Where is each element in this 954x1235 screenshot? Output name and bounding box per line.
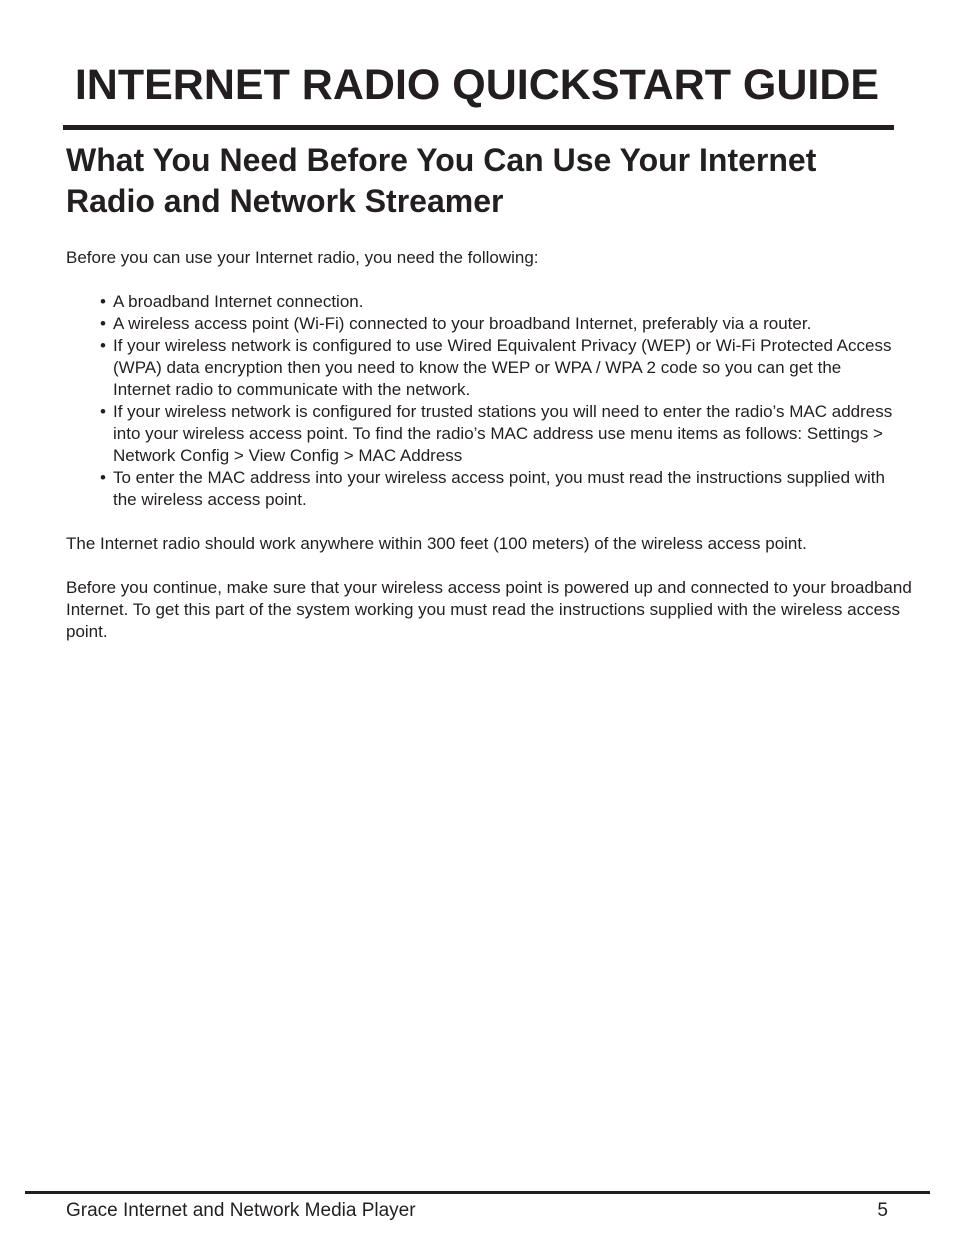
- continue-paragraph: Before you continue, make sure that your wireless access point is powered up and connected to your broadband Internet. To get this part of the system working you must read the instructions supplied with the wireless access point.: [66, 578, 912, 641]
- bullet-icon: •: [100, 336, 106, 355]
- list-item: [100, 291, 900, 313]
- bullet-icon: •: [100, 292, 106, 311]
- intro-paragraph: Before you can use your Internet radio, you need the following:: [66, 248, 539, 267]
- section-heading: What You Need Before You Can Use Your Internet Radio and Network Streamer: [66, 142, 817, 219]
- list-item: [100, 467, 900, 511]
- bullet-icon: •: [100, 402, 106, 421]
- page-title: INTERNET RADIO QUICKSTART GUIDE: [74, 61, 880, 109]
- list-item: [100, 335, 900, 401]
- range-paragraph: The Internet radio should work anywhere within 300 feet (100 meters) of the wireless access point.: [66, 534, 807, 553]
- list-item-text: A broadband Internet connection.: [113, 292, 364, 311]
- footer-title: Grace Internet and Network Media Player: [66, 1200, 416, 1221]
- requirements-list: [100, 291, 900, 511]
- list-item: [100, 313, 900, 335]
- list-item: [100, 401, 900, 467]
- list-item-text: If your wireless network is configured to use Wired Equivalent Privacy (WEP) or Wi-Fi Protected Access (WPA) data encryption then you need to know the WEP or WPA / WPA 2 code so you can get the Internet radio to communicate with the network.: [113, 336, 892, 399]
- title-divider: [63, 125, 894, 130]
- page-number: 5: [877, 1200, 888, 1221]
- list-item-text: A wireless access point (Wi-Fi) connected to your broadband Internet, preferably via a router.: [113, 314, 812, 333]
- bullet-icon: •: [100, 314, 106, 333]
- bullet-icon: •: [100, 468, 106, 487]
- footer-divider: [25, 1191, 930, 1194]
- list-item-text: To enter the MAC address into your wireless access point, you must read the instructions supplied with the wireless access point.: [113, 468, 885, 509]
- list-item-text: If your wireless network is configured for trusted stations you will need to enter the radio’s MAC address into your wireless access point. To find the radio’s MAC address use menu items as follows: Settings > Network Config > View Config > MAC Address: [113, 402, 893, 465]
